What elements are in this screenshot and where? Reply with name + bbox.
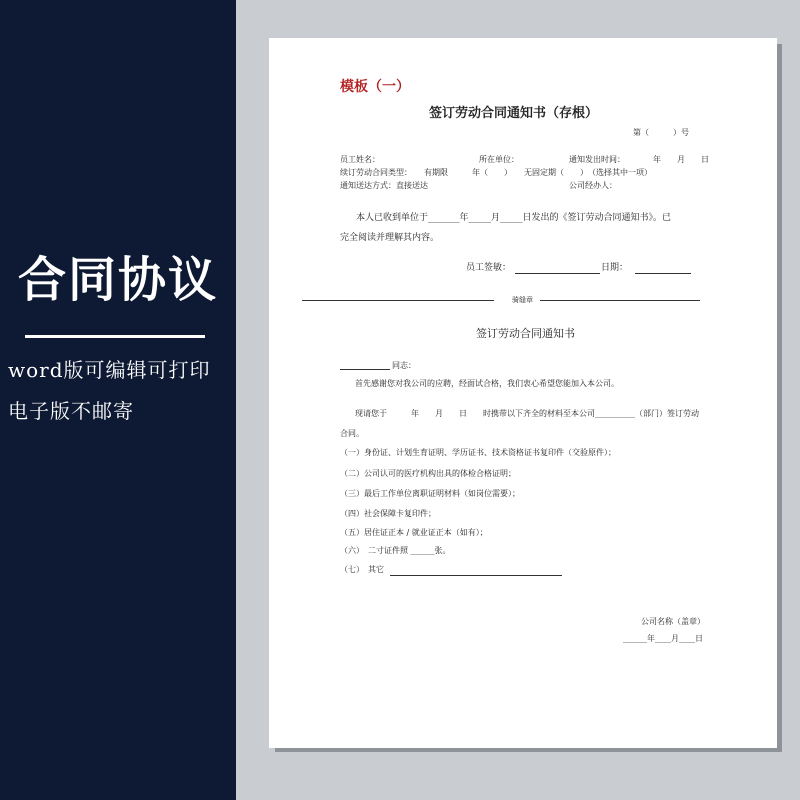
notice-date-label: 通知发出时间： 年 月 日 — [569, 155, 709, 164]
delivery-method-label: 通知送达方式：直接送达 — [340, 181, 428, 190]
signature-line — [515, 273, 600, 274]
company-date: ______年____月____日 — [623, 634, 703, 643]
employee-signature-label: 员工签敏： — [466, 263, 512, 273]
list-item: （二）公司认可的医疗机构出具的体检合格证明； — [340, 469, 516, 478]
feature-editable: word版可编辑可打印 — [8, 358, 211, 382]
salutation-line — [340, 369, 390, 370]
contract-type-label: 续订劳动合同类型： 有期限 年（ ） 无固定期（ ） （选择其中一项） — [340, 168, 652, 177]
list-item: （六） 二寸证件照 ______张。 — [340, 546, 451, 555]
company-name-label: 公司名称（盖章） — [641, 617, 705, 626]
feature-digital-only: 电子版不邮寄 — [8, 399, 134, 423]
stub-body-line2: 完全阅读并理解其内容。 — [340, 233, 440, 243]
title-divider — [25, 335, 205, 338]
cut-line-right — [540, 300, 700, 301]
greeting: 首先感谢您对我公司的应聘，经面试合格，我们衷心希望您能加入本公司。 — [355, 379, 619, 388]
cut-line-label: 骑缝章 — [512, 296, 533, 304]
date-label: 日期： — [601, 263, 629, 273]
list-item: （七） 其它 — [340, 565, 384, 574]
request-line2: 合同。 — [340, 429, 364, 438]
list-item: （四）社会保障卡复印件； — [340, 509, 436, 518]
template-label: 模板（一） — [340, 79, 410, 95]
left-panel — [0, 0, 236, 800]
product-title: 合同协议 — [17, 252, 218, 308]
salutation: 同志： — [392, 361, 416, 370]
stub-body-line1: 本人已收到单位于_______年_____月_____日发出的《签订劳动合同通知书》。已 — [356, 213, 672, 223]
number-label: 第（ ）号 — [633, 128, 689, 137]
list-item: （三）最后工作单位离职证明材料（如岗位需要）； — [340, 489, 520, 498]
handler-label: 公司经办人： — [569, 181, 617, 190]
document-page — [269, 38, 777, 748]
list-item: （一）身份证、计划生育证明、学历证书、技术资格证书复印件（交验原件）； — [340, 448, 616, 457]
request-line1: 现请您于 年 月 日 时携带以下齐全的材料至本公司__________（部门）签订劳动 — [355, 409, 699, 418]
cut-line-left — [302, 300, 494, 301]
employee-name-label: 员工姓名： — [340, 155, 380, 164]
notice-title: 签订劳动合同通知书 — [476, 327, 575, 340]
unit-label: 所在单位： — [479, 155, 519, 164]
list-item: （五）居住证正本 / 就业证正本（如有）； — [340, 528, 488, 537]
other-line — [390, 575, 562, 576]
stub-title: 签订劳动合同通知书（存根） — [429, 106, 599, 121]
date-line — [635, 273, 691, 274]
